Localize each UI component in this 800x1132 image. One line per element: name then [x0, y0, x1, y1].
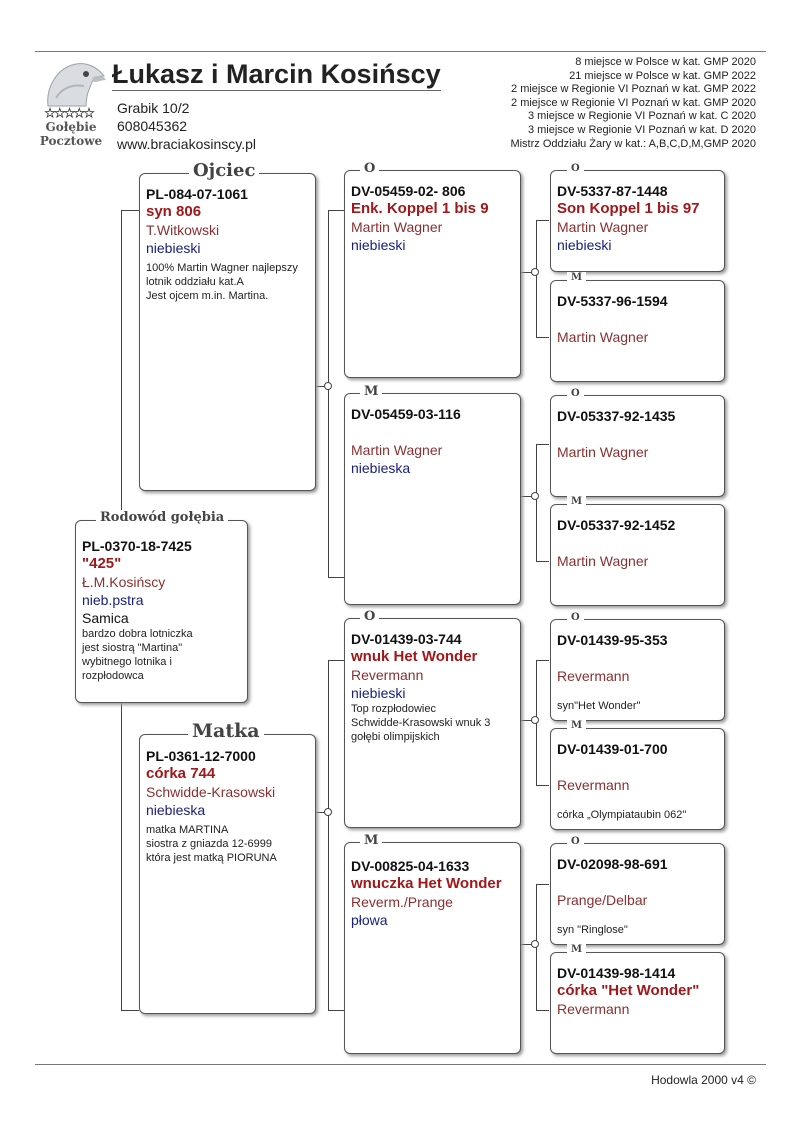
ring-number: DV-05459-03-116: [351, 406, 461, 422]
breeder: Revermann: [351, 667, 424, 683]
pigeon-name: córka "Het Wonder": [557, 982, 700, 999]
grandmother-maternal-card[interactable]: [344, 842, 521, 1054]
pigeon-head-icon: [42, 58, 108, 110]
connector: [328, 660, 329, 1010]
ring-number: DV-02098-98-691: [557, 856, 668, 872]
color: niebieski: [351, 237, 406, 253]
label-o: O: [567, 388, 584, 399]
address: Grabik 10/2: [117, 100, 190, 116]
ring-number: PL-0361-12-7000: [146, 748, 256, 764]
ring-number: DV-01439-98-1414: [557, 965, 676, 981]
label-o: O: [567, 163, 584, 174]
grandfather-maternal-card[interactable]: [344, 618, 521, 828]
father-card[interactable]: [139, 173, 316, 491]
grandfather-paternal-card[interactable]: [344, 170, 521, 378]
logo-caption-2: Pocztowe: [39, 134, 103, 148]
ring-number: DV-01439-01-700: [557, 741, 668, 757]
connector: [536, 444, 537, 561]
color: niebieski: [146, 240, 201, 256]
subject-card[interactable]: [75, 520, 248, 703]
ring-number: DV-01439-03-744: [351, 631, 462, 647]
label-o: O: [567, 836, 584, 847]
logo: [38, 56, 110, 148]
great-grandparent-card[interactable]: [550, 728, 725, 830]
pigeon-name: Enk. Koppel 1 bis 9: [351, 200, 489, 217]
label-m: M: [360, 384, 382, 399]
color: nieb.pstra: [82, 592, 144, 608]
achievement: 21 miejsce w Polsce w kat. GMP 2022: [569, 69, 756, 82]
connector-node: [324, 808, 332, 816]
breeder: Revermann: [557, 668, 630, 684]
pigeon-name: "425": [82, 555, 122, 572]
ring-number: PL-0370-18-7425: [82, 538, 192, 554]
logo-stars: ★★★★★: [44, 106, 94, 120]
mother-label: Matka: [188, 720, 264, 742]
note: syn"Het Wonder": [557, 700, 641, 712]
top-divider: [35, 51, 766, 52]
connector: [536, 337, 549, 338]
breeder: Martin Wagner: [557, 329, 649, 345]
pigeon-name: córka 744: [146, 765, 216, 782]
breeder: Martin Wagner: [557, 219, 649, 235]
ring-number: DV-01439-95-353: [557, 632, 668, 648]
connector: [328, 577, 344, 578]
achievement: 2 miejsce w Regionie VI Poznań w kat. GMP 2022: [511, 83, 756, 96]
connector: [536, 660, 549, 661]
connector-node: [324, 382, 332, 390]
color: płowa: [351, 912, 388, 928]
subject-label: Rodowód gołębia: [96, 510, 228, 525]
breeder: Reverm./Prange: [351, 894, 453, 910]
note: syn "Ringlose": [557, 924, 628, 936]
achievement: Mistrz Oddziału Żary w kat.: A,B,C,D,M,GMP 2020: [510, 137, 756, 150]
label-o: O: [567, 612, 584, 623]
pigeon-name: wnuk Het Wonder: [351, 648, 478, 665]
connector-node: [531, 268, 539, 276]
ring-number: DV-5337-96-1594: [557, 293, 668, 309]
label-m: M: [567, 720, 586, 731]
achievement: 2 miejsce w Regionie VI Poznań w kat. GMP 2020: [511, 96, 756, 109]
connector: [536, 220, 537, 337]
ring-number: DV-05337-92-1452: [557, 517, 676, 533]
achievements-list: [510, 56, 756, 151]
connector: [328, 1010, 344, 1011]
pigeon-name: wnuczka Het Wonder: [351, 875, 502, 892]
note: bardzo dobra lotniczka jest siostrą "Martina" wybitnego lotnika i rozpłodowca: [82, 628, 193, 682]
ring-number: DV-05459-02- 806: [351, 183, 466, 199]
great-grandparent-card[interactable]: [550, 952, 725, 1054]
breeder: Revermann: [557, 777, 630, 793]
great-grandparent-card[interactable]: [550, 843, 725, 945]
connector: [328, 660, 344, 661]
connector: [536, 220, 549, 221]
great-grandparent-card[interactable]: [550, 280, 725, 382]
connector: [536, 884, 549, 885]
ring-number: PL-084-07-1061: [146, 186, 248, 202]
logo-caption-1: Gołębie: [45, 120, 97, 134]
achievement: 3 miejsce w Regionie VI Poznań w kat. C 2020: [527, 110, 756, 123]
connector: [121, 703, 122, 1010]
mother-card[interactable]: [139, 734, 316, 1014]
great-grandparent-card[interactable]: [550, 619, 725, 721]
great-grandparent-card[interactable]: [550, 395, 725, 497]
breeder: Ł.M.Kosińscy: [82, 574, 166, 590]
label-o: O: [360, 609, 379, 624]
grandmother-paternal-card[interactable]: [344, 393, 521, 605]
connector: [121, 210, 122, 520]
website-link[interactable]: www.braciakosinscy.pl: [117, 136, 257, 152]
note: Top rozpłodowiec Schwidde-Krasowski wnuk 3 gołębi olimpijskich: [351, 703, 491, 743]
footer-text: Hodowla 2000 v4 ©: [651, 1073, 756, 1087]
note: 100% Martin Wagner najlepszy lotnik oddziału kat.A Jest ojcem m.in. Martina.: [146, 262, 298, 302]
ring-number: DV-5337-87-1448: [557, 183, 668, 199]
color: niebieska: [351, 460, 411, 476]
sex: Samica: [82, 610, 129, 626]
label-m: M: [567, 272, 586, 283]
phone: 608045362: [117, 118, 188, 134]
bottom-divider: [35, 1064, 766, 1065]
breeder: Martin Wagner: [557, 553, 649, 569]
label-m: M: [567, 496, 586, 507]
connector: [536, 444, 549, 445]
color: niebieska: [146, 802, 206, 818]
achievement: 3 miejsce w Regionie VI Poznań w kat. D 2020: [527, 123, 756, 136]
breeder: T.Witkowski: [146, 222, 220, 238]
connector: [121, 1010, 139, 1011]
connector-node: [531, 716, 539, 724]
note: córka „Olympiataubin 062": [557, 809, 687, 821]
great-grandparent-card[interactable]: [550, 170, 725, 272]
breeder: Prange/Delbar: [557, 892, 648, 908]
breeder: Martin Wagner: [557, 444, 649, 460]
connector-node: [531, 492, 539, 500]
breeder: Schwidde-Krasowski: [146, 784, 276, 800]
connector: [328, 210, 329, 577]
color: niebieski: [351, 685, 406, 701]
connector-node: [531, 940, 539, 948]
achievement: 8 miejsce w Polsce w kat. GMP 2020: [575, 56, 756, 68]
label-m: M: [567, 944, 586, 955]
label-m: M: [360, 833, 382, 848]
connector: [121, 210, 139, 211]
note: matka MARTINA siostra z gniazda 12-6999 która jest matką PIORUNA: [146, 824, 277, 864]
connector: [536, 561, 549, 562]
ring-number: DV-00825-04-1633: [351, 858, 470, 874]
ring-number: DV-05337-92-1435: [557, 408, 676, 424]
connector: [536, 1010, 549, 1011]
breeder: Revermann: [557, 1001, 630, 1017]
label-o: O: [360, 161, 379, 176]
connector: [328, 210, 344, 211]
pigeon-name: syn 806: [146, 203, 202, 220]
connector: [536, 785, 549, 786]
color: niebieski: [557, 237, 612, 253]
page-title: Łukasz i Marcin Kosińscy: [112, 59, 441, 89]
breeder: Martin Wagner: [351, 219, 443, 235]
father-label: Ojciec: [189, 160, 259, 181]
breeder: Martin Wagner: [351, 442, 443, 458]
great-grandparent-card[interactable]: [550, 504, 725, 606]
pigeon-name: Son Koppel 1 bis 97: [557, 200, 700, 217]
